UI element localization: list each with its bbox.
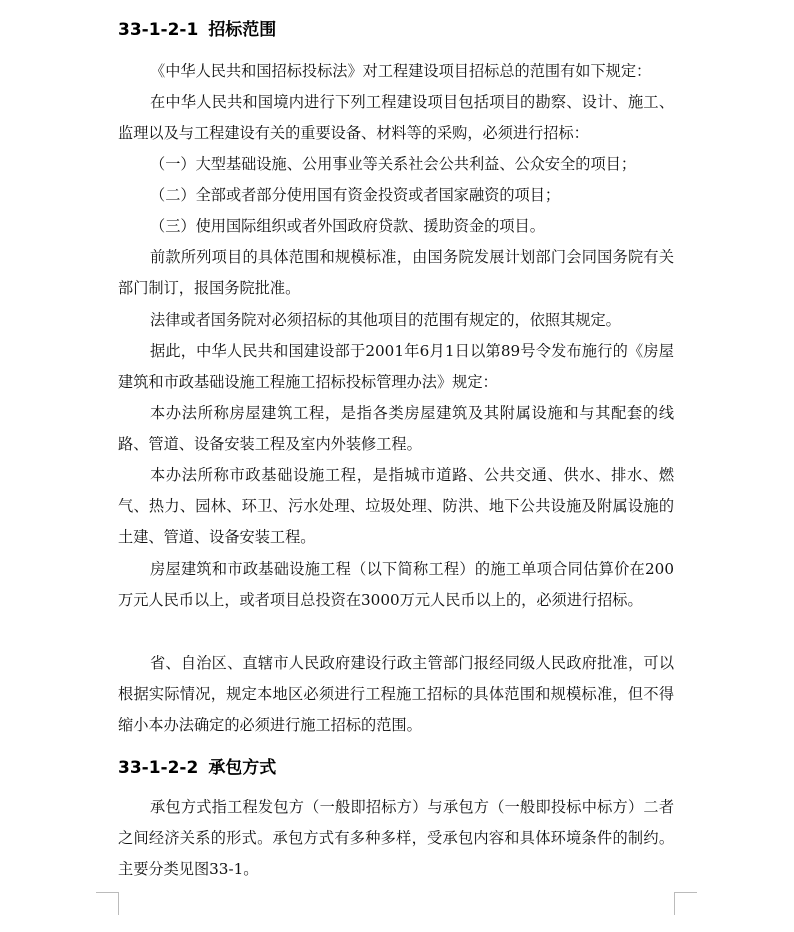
- paragraph: 据此，中华人民共和国建设部于2001年6月1日以第89号令发布施行的《房屋建筑和市政基础设施工程施工招标投标管理办法》规定：: [118, 342, 674, 391]
- list-item: （一）大型基础设施、公用事业等关系社会公共利益、公众安全的项目；: [150, 155, 636, 173]
- section-heading-contracting: [118, 756, 276, 780]
- paragraph: 省、自治区、直辖市人民政府建设行政主管部门报经同级人民政府批准，可以根据实际情况，规定本地区必须进行工程施工招标的具体范围和规模标准，但不得缩小本办法确定的必须进行施工招标的范围。: [118, 654, 674, 734]
- paragraph: 本办法所称市政基础设施工程，是指城市道路、公共交通、供水、排水、燃气、热力、园林、环卫、污水处理、垃圾处理、防洪、地下公共设施及附属设施的土建、管道、设备安装工程。: [118, 466, 674, 546]
- paragraph: 承包方式指工程发包方（一般即招标方）与承包方（一般即投标中标方）二者之间经济关系的形式。承包方式有多种多样，受承包内容和具体环境条件的制约。主要分类见图33-1。: [118, 798, 674, 878]
- list-item: （三）使用国际组织或者外国政府贷款、援助资金的项目。: [150, 217, 545, 235]
- paragraph: 前款所列项目的具体范围和规模标准，由国务院发展计划部门会同国务院有关部门制订，报国务院批准。: [118, 248, 674, 297]
- paragraph: 房屋建筑和市政基础设施工程（以下简称工程）的施工单项合同估算价在200万元人民币以上，或者项目总投资在3000万元人民币以上的，必须进行招标。: [118, 560, 674, 609]
- paragraph: 本办法所称房屋建筑工程，是指各类房屋建筑及其附属设施和与其配套的线路、管道、设备安装工程及室内外装修工程。: [118, 404, 674, 453]
- page-corner-mark-left: [96, 892, 119, 915]
- list-item: （二）全部或者部分使用国有资金投资或者国家融资的项目；: [150, 186, 561, 204]
- paragraph: 法律或者国务院对必须招标的其他项目的范围有规定的，依照其规定。: [150, 311, 621, 329]
- paragraph: 《中华人民共和国招标投标法》对工程建设项目招标总的范围有如下规定：: [150, 62, 652, 80]
- section-heading-scope: [118, 18, 276, 42]
- section-number: 33-1-2-2: [118, 758, 199, 778]
- section-title: 承包方式: [208, 758, 277, 778]
- section-number: 33-1-2-1: [118, 20, 199, 40]
- section-title: 招标范围: [208, 20, 277, 40]
- page-corner-mark-right: [674, 892, 697, 915]
- paragraph: 在中华人民共和国境内进行下列工程建设项目包括项目的勘察、设计、施工、监理以及与工程建设有关的重要设备、材料等的采购，必须进行招标：: [118, 93, 674, 142]
